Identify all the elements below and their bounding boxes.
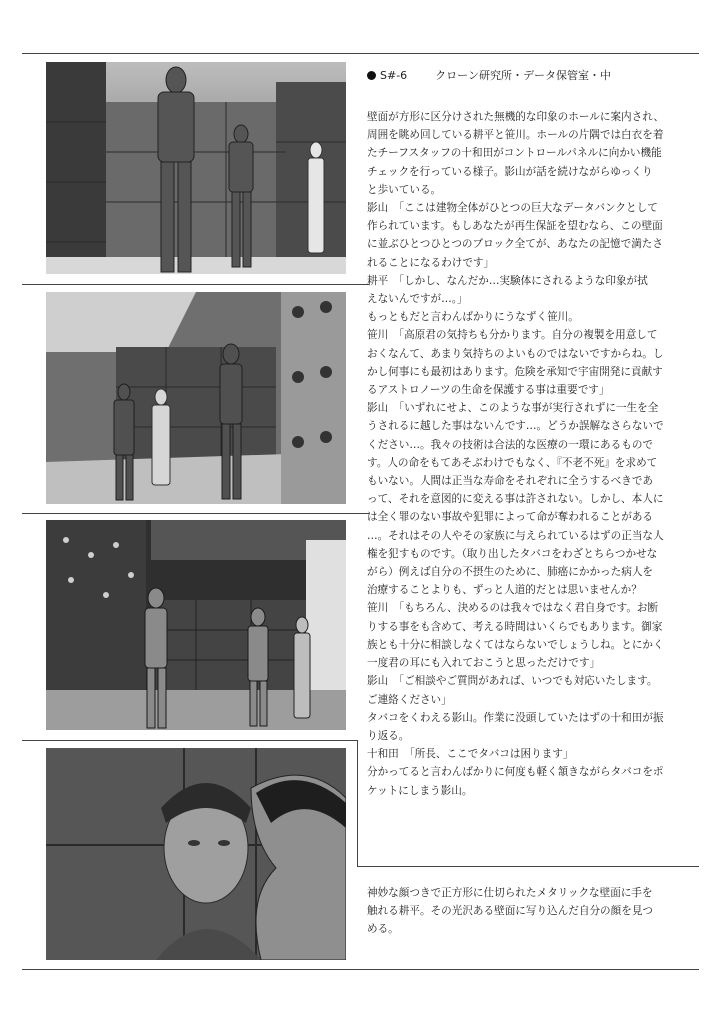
script-line: 族とも十分に相談しなくてはならないでしょうしね。とにかく xyxy=(367,638,664,651)
script-line: 周囲を眺め回している耕平と笹川。ホールの片隅では白衣を着 xyxy=(367,129,664,142)
script-line: ケットにしまう影山。 xyxy=(367,784,473,797)
panel-rule-vertical xyxy=(357,740,358,866)
script-line: もいない。人間は正当な寿命をそれぞれに全うするべきであ xyxy=(367,475,654,488)
script-line: チェックを行っている様子。影山が話を続けながらゆっくり xyxy=(367,165,653,178)
script-line: 作られています。もしあなたが再生保証を望むなら、この壁面 xyxy=(367,220,663,233)
script-line: 笹川 「もちろん、決めるのは我々ではなく君自身です。お断 xyxy=(367,602,659,615)
top-rule xyxy=(22,53,699,54)
script-line: …。それはその人やその家族に与えられているはずの正当な人 xyxy=(367,529,664,542)
script-line: 一度君の耳にも入れておこうと思っただけです」 xyxy=(367,657,601,670)
script-line: おくなんて、あまり気持ちのよいものではないですからね。し xyxy=(367,347,664,360)
script-line: ご連絡ください」 xyxy=(367,693,452,706)
script-line: 壁面が方形に区分けされた無機的な印象のホールに案内され、 xyxy=(367,111,665,123)
panel-rule-2 xyxy=(22,513,369,514)
script-line: たチーフスタッフの十和田がコントロールパネルに向かい機能 xyxy=(367,147,662,160)
script-line: うされるに越した事はないんです…。どうか誤解なさらないで xyxy=(367,420,664,433)
script-line: ください…。我々の技術は合法的な医療の一環にあるもので xyxy=(367,438,654,451)
script-line: がら）例えば自分の不摂生のために、肺癌にかかった病人を xyxy=(367,566,654,579)
script-line: 権を犯すものです。（取り出したタバコをわざとちらつかせな xyxy=(367,547,658,560)
script-line: 治療することよりも、ずっと人道的だとは思いませんか？ xyxy=(367,584,642,597)
storyboard-panel-1 xyxy=(46,62,346,274)
script-line: れることになるわけです」 xyxy=(367,256,495,269)
script-line: って、それを意図的に変える事は許されない。しかし、本人に xyxy=(367,493,664,506)
closing-line: める。 xyxy=(367,923,399,936)
script-line: 影山 「ご相談やご質問があれば、いつでも対応いたします。 xyxy=(367,675,658,688)
script-line: りする事をも含めて、考える時間はいくらでもあります。御家 xyxy=(367,620,663,633)
scene-heading xyxy=(367,67,611,83)
script-line: もっともだと言わんばかりにうなずく笹川。 xyxy=(367,311,579,324)
panel-rule-3 xyxy=(22,740,357,741)
script-line: 十和田 「所長、ここでタバコは困ります」 xyxy=(367,748,574,761)
script-line: 影山 「いずれにせよ、このような事が実行されずに一生を全 xyxy=(367,402,659,415)
script-line: かし何事にも最初はあります。危険を承知で宇宙開発に貢献す xyxy=(367,365,663,378)
script-line: に並ぶひとつひとつのブロック全てが、あなたの記憶で満たさ xyxy=(367,238,663,251)
script-line: 笹川 「高原君の気持ちも分かります。自分の複製を用意して xyxy=(367,329,658,342)
script-line: と歩いている。 xyxy=(367,183,442,196)
closing-line: 触れる耕平。その光沢ある壁面に写り込んだ自分の顔を見つ xyxy=(367,905,654,918)
storyboard-panel-2 xyxy=(46,292,346,504)
storyboard-panel-4 xyxy=(46,748,346,960)
script-line: り返る。 xyxy=(367,729,410,742)
script-line: は全く罪のない事故や犯罪によって命が奪われることがある xyxy=(367,511,654,524)
storyboard-panel-3 xyxy=(46,520,346,730)
panel-rule-1 xyxy=(22,284,369,285)
bottom-rule xyxy=(22,969,699,970)
script-line: るアストロノーツの生命を保護する事は重要です」 xyxy=(367,384,610,397)
script-line: 分かってると言わんばかりに何度も軽く頷きながらタバコをポ xyxy=(367,766,664,779)
scene-location: クローン研究所・データ保管室・中 xyxy=(435,69,611,82)
script-body xyxy=(367,108,699,800)
closing-line: 神妙な顔つきで正方形に仕切られたメタリックな壁面に手を xyxy=(367,887,653,899)
filled-circle-icon xyxy=(367,71,376,80)
script-line: 耕平 「しかし、なんだか…実験体にされるような印象が拭 xyxy=(367,274,648,287)
closing-stage-direction xyxy=(367,884,699,939)
script-line: す。人の命をもてあそぶわけでもなく、『不老不死』を求めて xyxy=(367,456,658,469)
scene-number: S#-6 xyxy=(380,69,408,82)
script-line: えないんですが…。」 xyxy=(367,293,468,306)
script-line: 影山 「ここは建物全体がひとつの巨大なデータバンクとして xyxy=(367,202,658,215)
script-line: タバコをくわえる影山。作業に没頭していたはずの十和田が振 xyxy=(367,711,664,724)
panel-rule-4 xyxy=(357,866,699,867)
